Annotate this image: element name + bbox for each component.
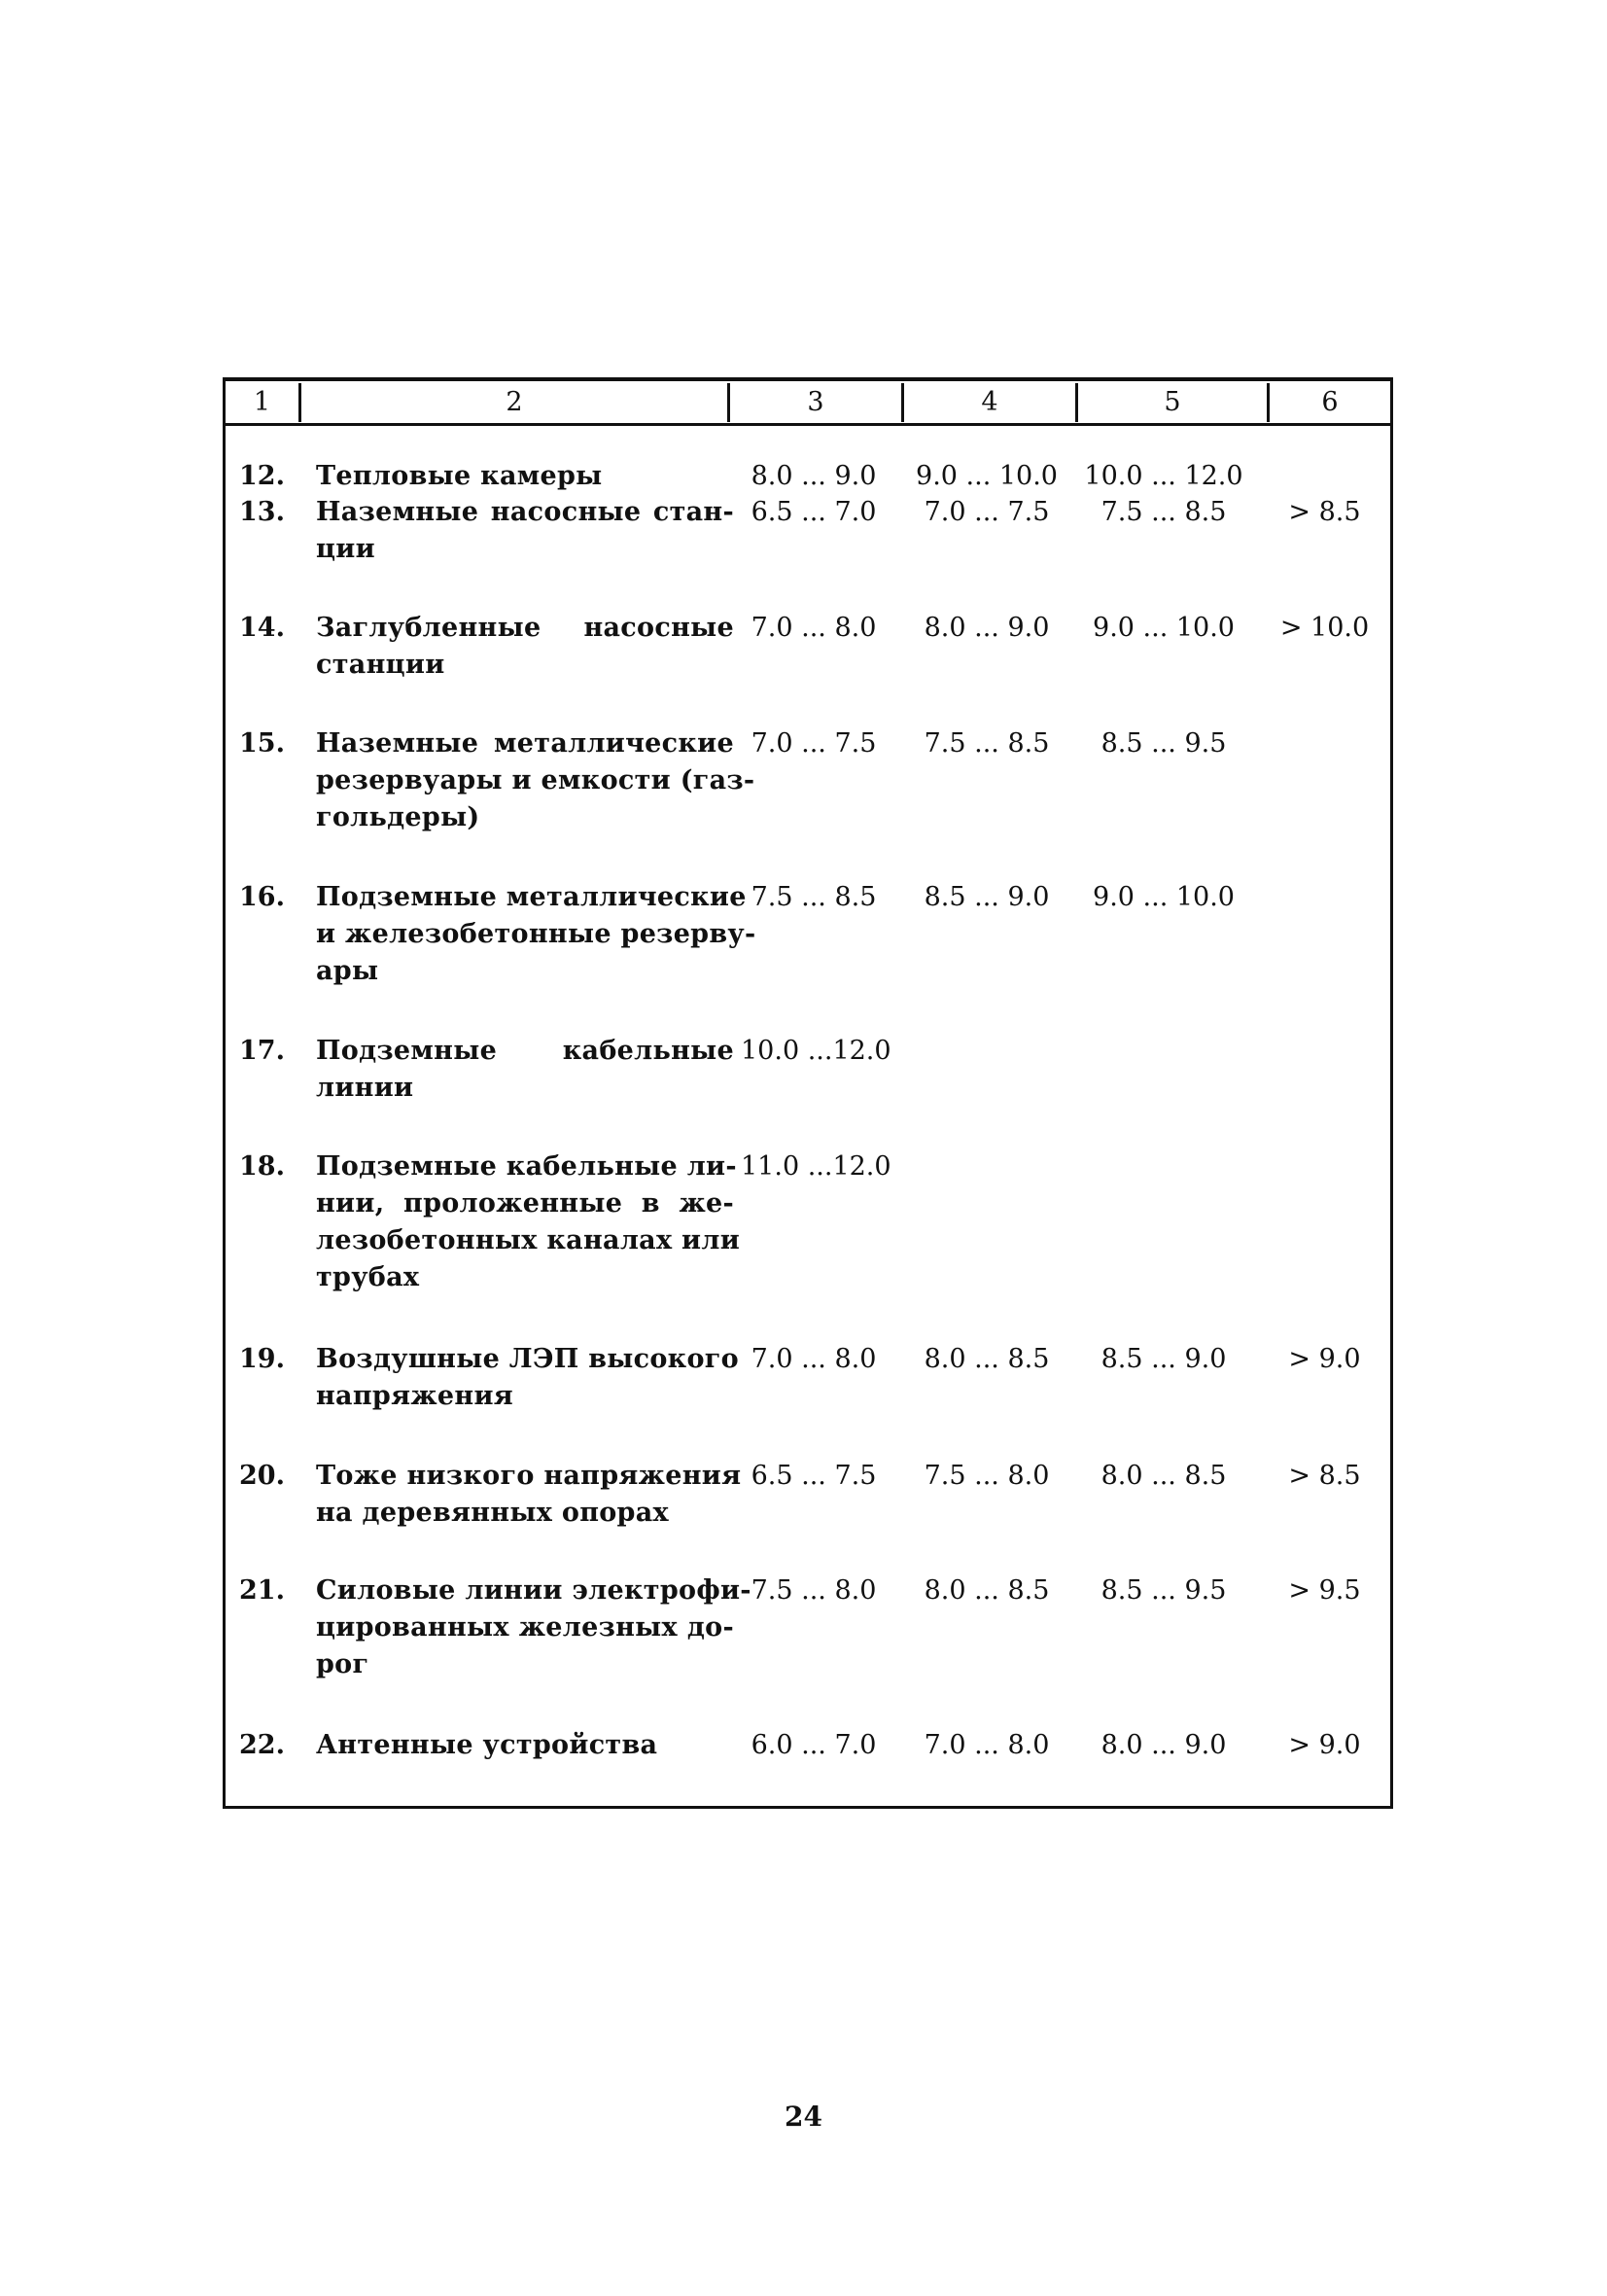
- row-name-line: линии: [316, 1073, 414, 1103]
- value-cell-col-6: > 9.5: [1288, 1575, 1361, 1606]
- row-name: [316, 1148, 741, 1296]
- value-cell-col-3: 6.0 ... 7.0: [751, 1730, 877, 1760]
- value-cell-col-4: 9.0 ... 10.0: [916, 461, 1058, 491]
- value-cell-col-4: 7.0 ... 8.0: [924, 1730, 1050, 1760]
- column-header-3: 3: [807, 387, 824, 417]
- row-number: 16.: [239, 882, 285, 912]
- value-cell-col-5: 9.0 ... 10.0: [1093, 882, 1235, 912]
- row-number: 18.: [239, 1151, 285, 1182]
- value-cell-col-3: 7.5 ... 8.0: [751, 1575, 877, 1606]
- value-cell-col-3: 8.0 ... 9.0: [751, 461, 877, 491]
- column-header-1: 1: [253, 387, 271, 417]
- value-cell-col-5: 10.0 ... 12.0: [1084, 461, 1243, 491]
- value-cell-col-4: 7.5 ... 8.5: [924, 728, 1050, 759]
- row-name-line: Подземные кабельные: [316, 1036, 734, 1066]
- row-name-line: Подземные кабельные ли-: [316, 1151, 737, 1182]
- row-name-line: напряжения: [316, 1381, 514, 1411]
- row-name-line: ции: [316, 534, 375, 564]
- column-header-6: 6: [1321, 387, 1339, 417]
- value-cell-col-3: 7.0 ... 7.5: [751, 728, 877, 759]
- page-number: 24: [785, 2101, 822, 2133]
- value-cell-col-4: 8.0 ... 8.5: [924, 1575, 1050, 1606]
- value-cell-col-3: 11.0 ...12.0: [741, 1151, 891, 1182]
- column-header-4: 4: [981, 387, 998, 417]
- row-number: 21.: [239, 1575, 285, 1606]
- row-name: [316, 610, 734, 684]
- row-name: [316, 494, 734, 568]
- row-number: 22.: [239, 1730, 285, 1760]
- row-name: [316, 1458, 742, 1532]
- row-name: [316, 725, 755, 836]
- column-header-5: 5: [1164, 387, 1181, 417]
- row-name: [316, 1033, 734, 1107]
- row-name-line: Антенные устройства: [316, 1730, 658, 1760]
- value-cell-col-6: > 8.5: [1288, 1461, 1361, 1491]
- row-name-line: ары: [316, 956, 379, 986]
- row-number: 15.: [239, 728, 285, 759]
- value-cell-col-3: 6.5 ... 7.5: [751, 1461, 877, 1491]
- row-name-line: Заглубленные насосные: [316, 613, 734, 643]
- value-cell-col-3: 6.5 ... 7.0: [751, 497, 877, 527]
- row-name-line: Наземные металлические: [316, 728, 734, 759]
- row-name: [316, 1572, 751, 1683]
- value-cell-col-4: 7.5 ... 8.0: [924, 1461, 1050, 1491]
- row-name-line: станции: [316, 650, 445, 680]
- column-header-2: 2: [506, 387, 523, 417]
- value-cell-col-5: 8.0 ... 9.0: [1100, 1730, 1227, 1760]
- value-cell-col-6: > 9.0: [1288, 1730, 1361, 1760]
- value-cell-col-5: 8.5 ... 9.0: [1100, 1344, 1227, 1374]
- row-number: 13.: [239, 497, 285, 527]
- row-name-line: и железобетонные резерву-: [316, 919, 756, 949]
- row-name-line: резервуары и емкости (газ-: [316, 765, 755, 795]
- row-name-line: Воздушные ЛЭП высокого: [316, 1344, 739, 1374]
- table-header-row: [226, 381, 1390, 426]
- value-cell-col-4: 8.5 ... 9.0: [924, 882, 1050, 912]
- row-number: 17.: [239, 1036, 285, 1066]
- row-number: 19.: [239, 1344, 285, 1374]
- row-name-line: цированных железных до-: [316, 1612, 734, 1643]
- row-name-line: на деревянных опорах: [316, 1498, 669, 1528]
- row-name-line: Силовые линии электрофи-: [316, 1575, 751, 1606]
- row-name-line: нии, проложенные в же-: [316, 1188, 734, 1219]
- value-cell-col-3: 7.5 ... 8.5: [751, 882, 877, 912]
- row-number: 12.: [239, 461, 285, 491]
- value-cell-col-3: 7.0 ... 8.0: [751, 613, 877, 643]
- value-cell-col-4: 8.0 ... 8.5: [924, 1344, 1050, 1374]
- value-cell-col-5: 7.5 ... 8.5: [1100, 497, 1227, 527]
- row-name: [316, 879, 756, 990]
- value-cell-col-5: 8.0 ... 8.5: [1100, 1461, 1227, 1491]
- value-cell-col-6: > 10.0: [1279, 613, 1370, 643]
- row-name-line: Наземные насосные стан-: [316, 497, 734, 527]
- value-cell-col-6: > 9.0: [1288, 1344, 1361, 1374]
- row-name-line: Подземные металлические: [316, 882, 747, 912]
- value-cell-col-3: 7.0 ... 8.0: [751, 1344, 877, 1374]
- value-cell-col-6: > 8.5: [1288, 497, 1361, 527]
- row-name: [316, 1341, 739, 1415]
- value-cell-col-4: 8.0 ... 9.0: [924, 613, 1050, 643]
- row-name-line: трубах: [316, 1262, 420, 1292]
- row-number: 20.: [239, 1461, 285, 1491]
- value-cell-col-5: 8.5 ... 9.5: [1100, 1575, 1227, 1606]
- value-cell-col-5: 8.5 ... 9.5: [1100, 728, 1227, 759]
- row-name-line: гольдеры): [316, 802, 480, 832]
- row-name: [316, 1727, 734, 1764]
- row-name-line: лезобетонных каналах или: [316, 1225, 741, 1255]
- value-cell-col-4: 7.0 ... 7.5: [924, 497, 1050, 527]
- row-number: 14.: [239, 613, 285, 643]
- row-name-line: рог: [316, 1649, 369, 1679]
- value-cell-col-3: 10.0 ...12.0: [741, 1036, 891, 1066]
- row-name-line: Тепловые камеры: [316, 461, 603, 491]
- row-name: [316, 458, 734, 495]
- row-name-line: Тоже низкого напряжения: [316, 1461, 742, 1491]
- data-table: [223, 377, 1393, 1809]
- value-cell-col-5: 9.0 ... 10.0: [1093, 613, 1235, 643]
